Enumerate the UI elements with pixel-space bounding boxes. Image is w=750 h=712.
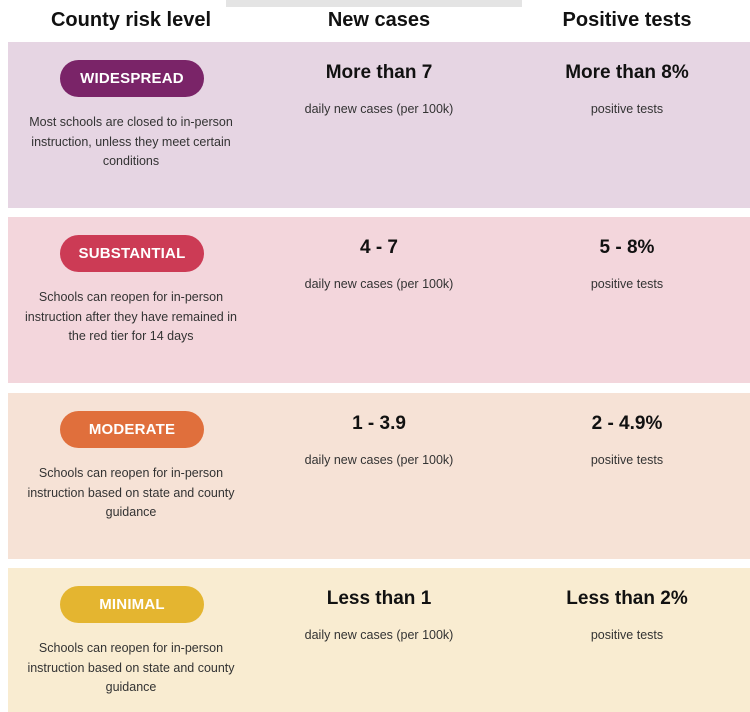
moderate-new-cases-unit: daily new cases (per 100k) bbox=[304, 453, 454, 467]
widespread-new-cases-unit: daily new cases (per 100k) bbox=[304, 102, 454, 116]
table-header bbox=[8, 0, 750, 40]
moderate-positive-tests: 2 - 4.9% bbox=[591, 413, 663, 434]
minimal-description: Schools can reopen for in-person instruction based on state and county guidance bbox=[27, 641, 235, 694]
widespread-badge: WIDESPREAD bbox=[60, 60, 204, 97]
header-county-risk-level: County risk level bbox=[50, 9, 212, 31]
substantial-positive-tests-unit: positive tests bbox=[590, 277, 664, 291]
risk-row-minimal bbox=[8, 568, 750, 712]
widespread-positive-tests: More than 8% bbox=[565, 62, 689, 83]
risk-row-substantial bbox=[8, 217, 750, 383]
moderate-positive-tests-unit: positive tests bbox=[590, 453, 664, 467]
substantial-description: Schools can reopen for in-person instruction after they have remained in the red tier for 14 days bbox=[25, 290, 237, 343]
widespread-positive-tests-unit: positive tests bbox=[590, 102, 664, 116]
minimal-positive-tests-unit: positive tests bbox=[590, 628, 664, 642]
risk-row-moderate bbox=[8, 393, 750, 559]
widespread-new-cases: More than 7 bbox=[325, 62, 433, 83]
minimal-new-cases: Less than 1 bbox=[326, 588, 432, 609]
minimal-new-cases-unit: daily new cases (per 100k) bbox=[304, 628, 454, 642]
risk-row-widespread bbox=[8, 42, 750, 208]
substantial-new-cases: 4 - 7 bbox=[359, 237, 399, 258]
substantial-new-cases-unit: daily new cases (per 100k) bbox=[304, 277, 454, 291]
moderate-new-cases: 1 - 3.9 bbox=[352, 413, 406, 434]
substantial-positive-tests: 5 - 8% bbox=[599, 237, 655, 258]
moderate-description: Schools can reopen for in-person instruction based on state and county guidance bbox=[27, 466, 235, 519]
header-positive-tests: Positive tests bbox=[562, 9, 692, 31]
substantial-badge: SUBSTANTIAL bbox=[60, 235, 204, 272]
minimal-positive-tests: Less than 2% bbox=[566, 588, 688, 609]
widespread-description: Most schools are closed to in-person instruction, unless they meet certain conditions bbox=[29, 115, 233, 168]
header-new-cases: New cases bbox=[327, 9, 431, 31]
minimal-badge: MINIMAL bbox=[60, 586, 204, 623]
moderate-badge: MODERATE bbox=[60, 411, 204, 448]
